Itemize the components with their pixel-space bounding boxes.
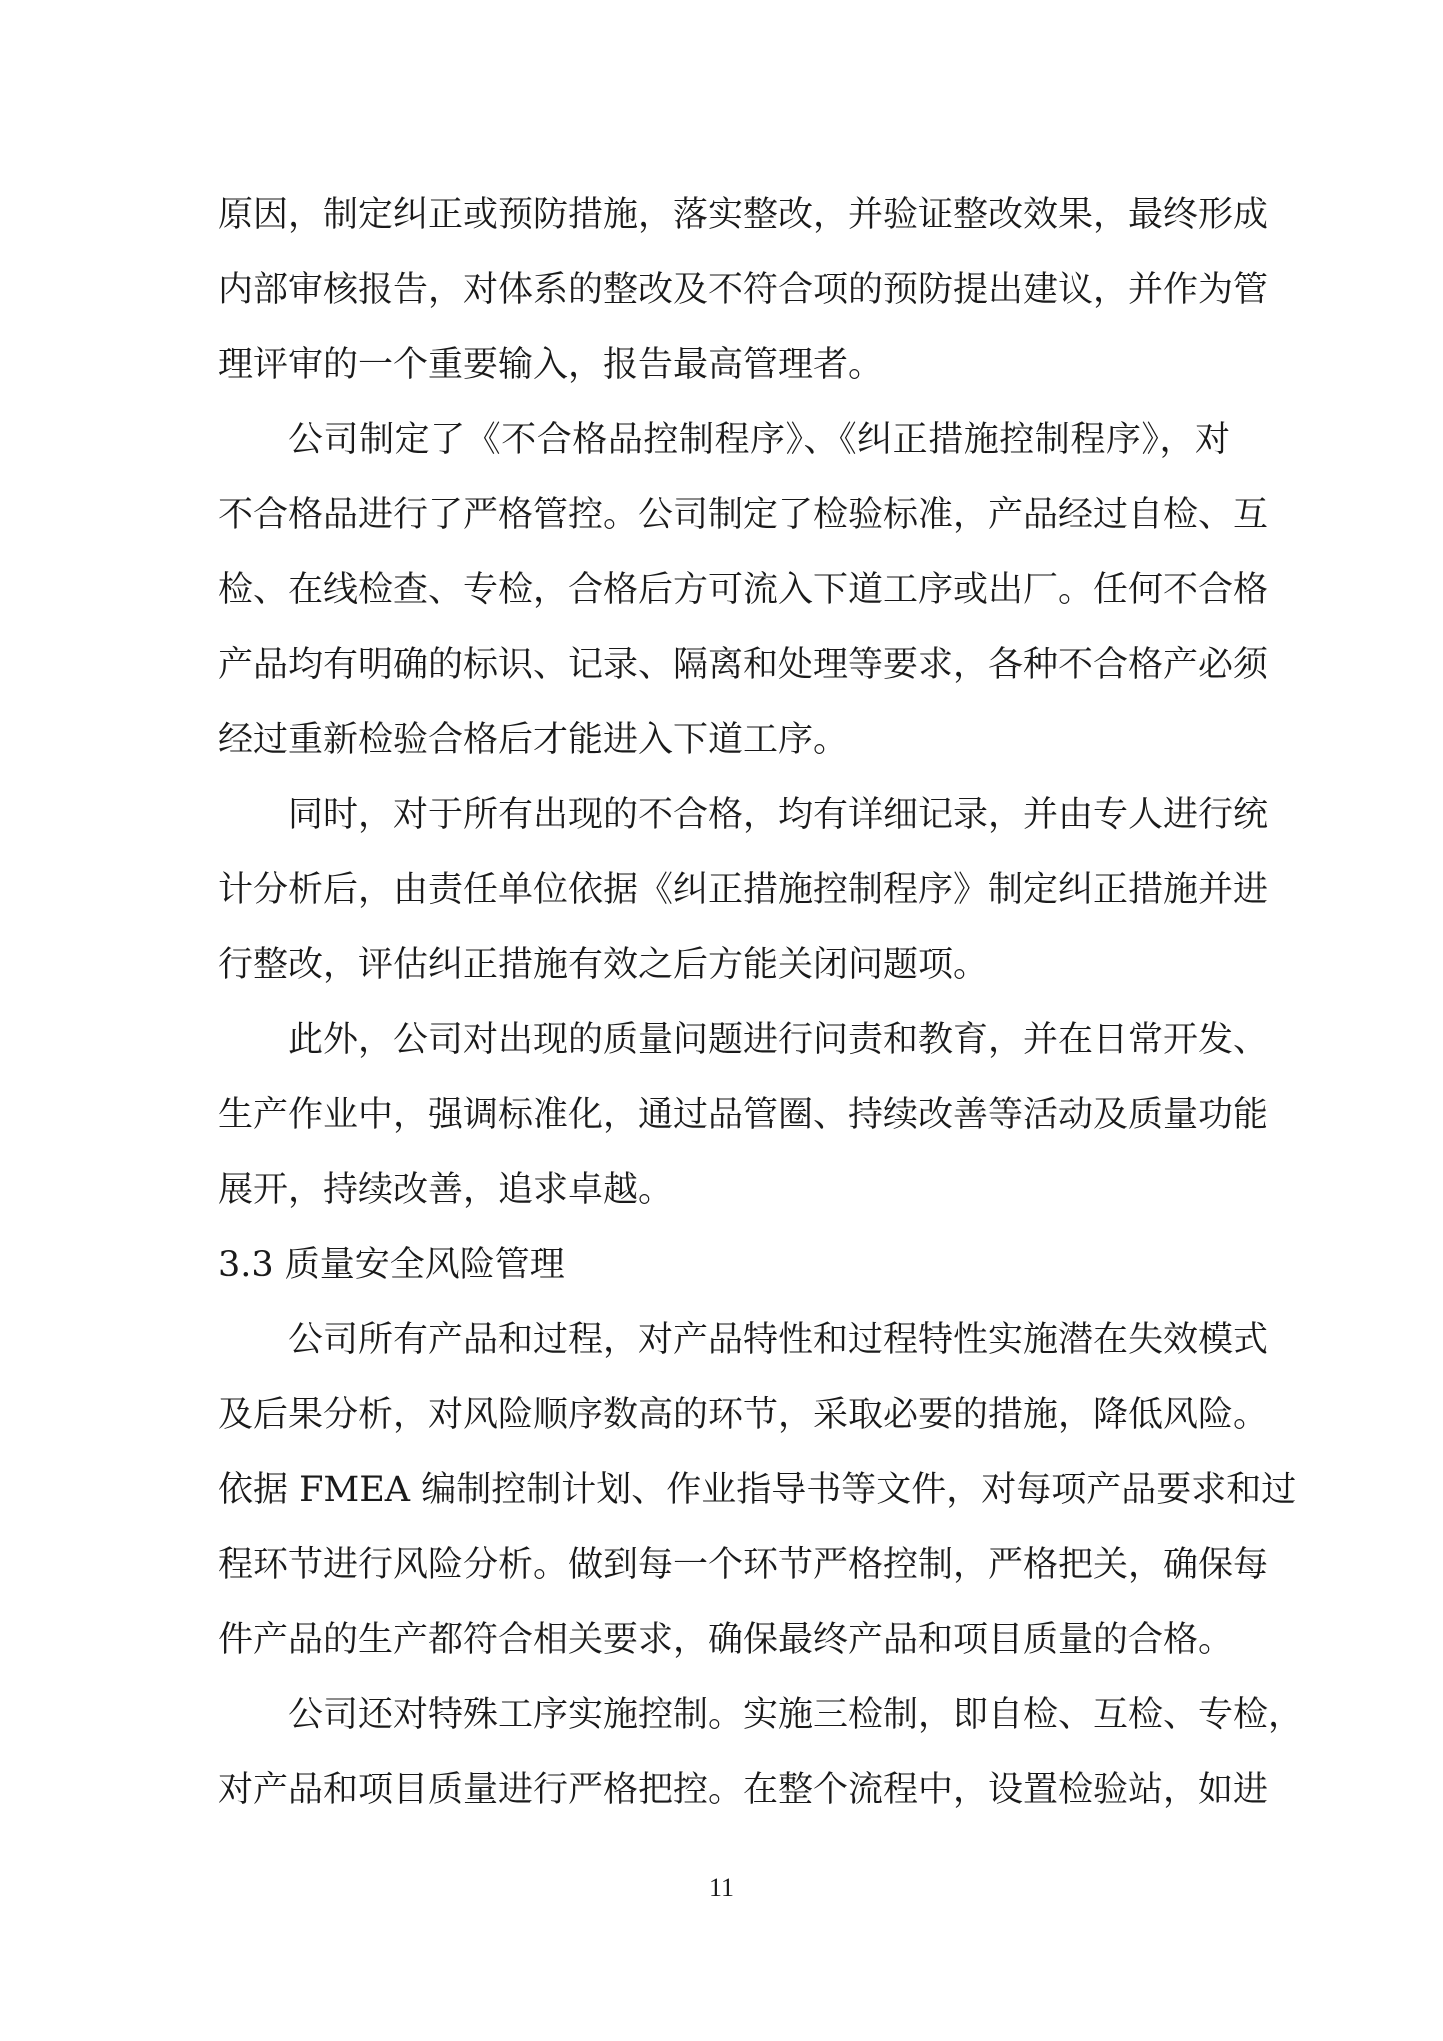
section-heading: 3.3 质量安全风险管理 xyxy=(218,1245,565,1285)
paragraph-line: 及后果分析，对风险顺序数高的环节，采取必要的措施，降低风险。 xyxy=(218,1395,1269,1435)
paragraph-line: 原因，制定纠正或预防措施，落实整改，并验证整改效果，最终形成 xyxy=(218,195,1269,235)
paragraph-line: 产品均有明确的标识、记录、隔离和处理等要求，各种不合格产必须 xyxy=(218,645,1269,685)
paragraph-line: 经过重新检验合格后才能进入下道工序。 xyxy=(218,720,849,760)
paragraph-line: 检、在线检查、专检，合格后方可流入下道工序或出厂。任何不合格 xyxy=(218,570,1269,610)
paragraph-line: 计分析后，由责任单位依据《纠正措施控制程序》制定纠正措施并进 xyxy=(218,870,1269,910)
paragraph-line: 展开，持续改善，追求卓越。 xyxy=(218,1170,674,1210)
paragraph-line: 公司所有产品和过程，对产品特性和过程特性实施潜在失效模式 xyxy=(288,1320,1269,1360)
paragraph-line: 行整改，评估纠正措施有效之后方能关闭问题项。 xyxy=(218,945,989,985)
paragraph-line: 公司制定了《不合格品控制程序》、《纠正措施控制程序》，对 xyxy=(288,420,1230,460)
page-number: 11 xyxy=(708,1873,735,1902)
paragraph-line: 同时，对于所有出现的不合格，均有详细记录，并由专人进行统 xyxy=(288,795,1269,835)
paragraph-line: 理评审的一个重要输入，报告最高管理者。 xyxy=(218,345,884,385)
paragraph-line: 此外，公司对出现的质量问题进行问责和教育，并在日常开发、 xyxy=(288,1020,1269,1060)
paragraph-line: 公司还对特殊工序实施控制。实施三检制，即自检、互检、专检， xyxy=(288,1695,1304,1735)
paragraph-line: 程环节进行风险分析。做到每一个环节严格控制，严格把关，确保每 xyxy=(218,1545,1269,1585)
paragraph-line: 内部审核报告，对体系的整改及不符合项的预防提出建议，并作为管 xyxy=(218,270,1269,310)
paragraph-line: 生产作业中，强调标准化，通过品管圈、持续改善等活动及质量功能 xyxy=(218,1095,1269,1135)
paragraph-line: 件产品的生产都符合相关要求，确保最终产品和项目质量的合格。 xyxy=(218,1620,1234,1660)
paragraph-line: 不合格品进行了严格管控。公司制定了检验标准，产品经过自检、互 xyxy=(218,495,1269,535)
paragraph-line: 依据 FMEA 编制控制计划、作业指导书等文件，对每项产品要求和过 xyxy=(218,1470,1297,1510)
paragraph-line: 对产品和项目质量进行严格把控。在整个流程中，设置检验站，如进 xyxy=(218,1770,1269,1810)
